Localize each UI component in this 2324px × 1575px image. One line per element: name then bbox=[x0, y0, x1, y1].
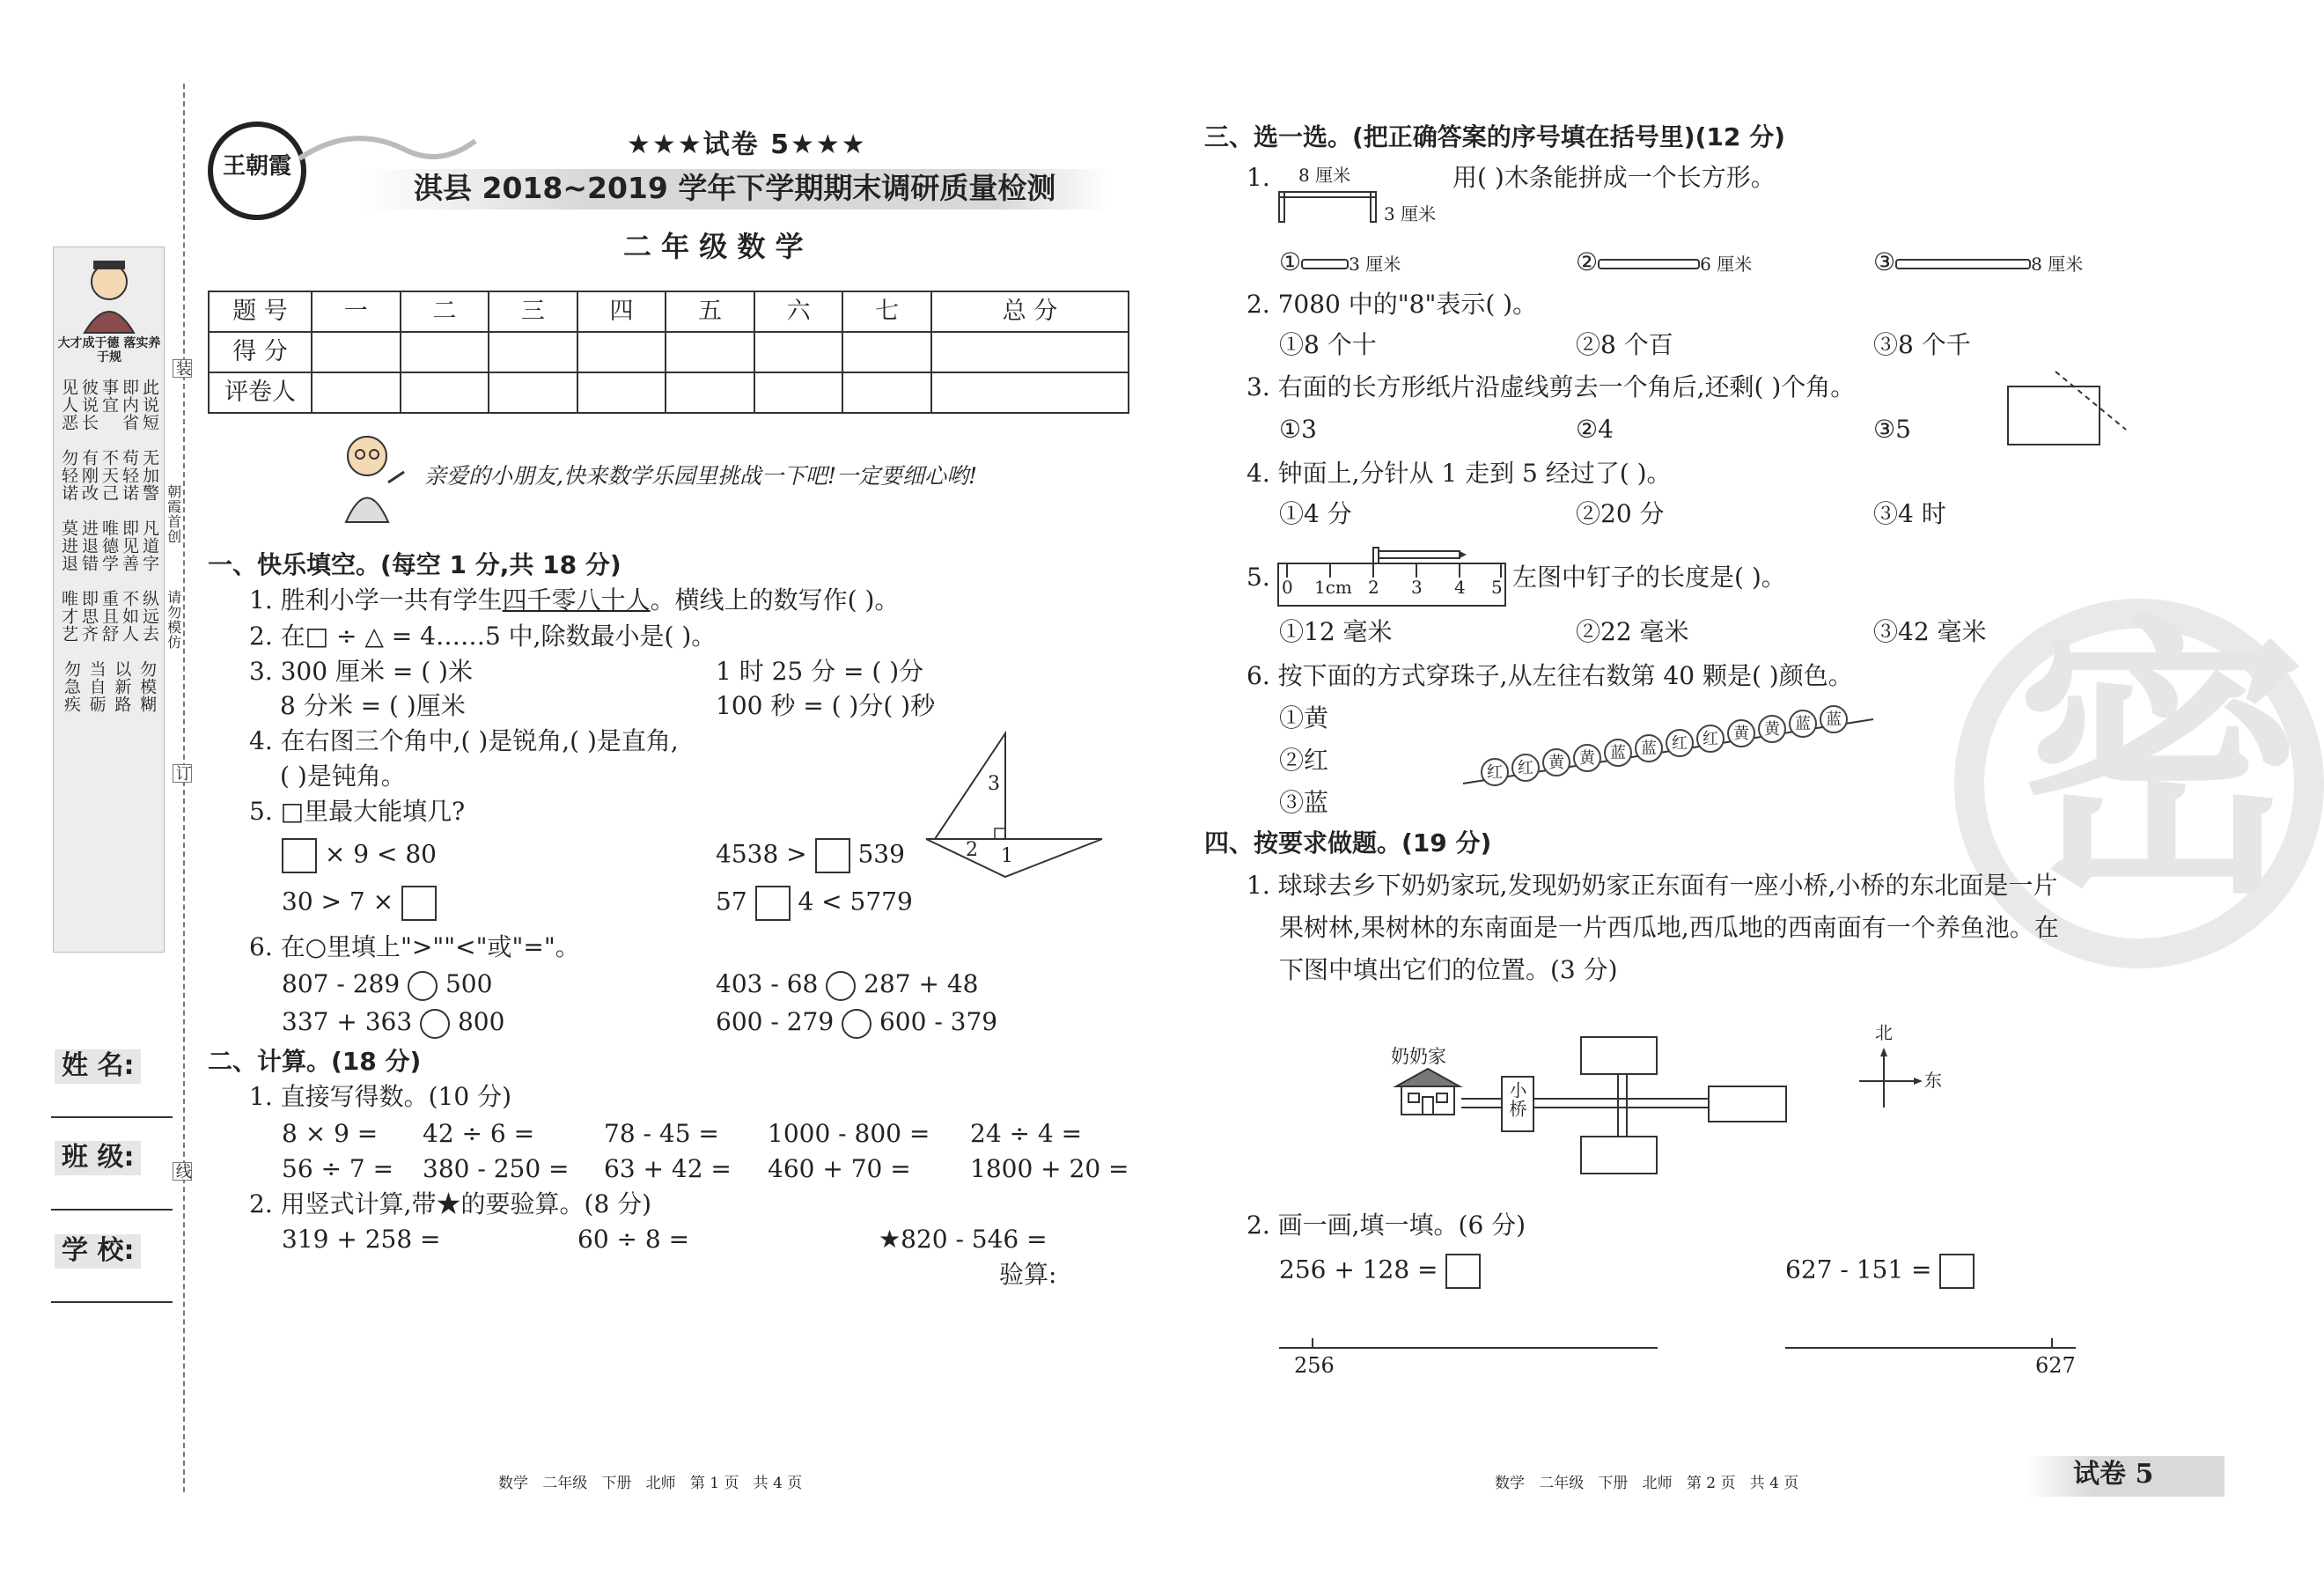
vertical-calc: 319 + 258 = bbox=[282, 1225, 441, 1254]
section1-q5b-post: 539 bbox=[857, 839, 905, 869]
section2-q1: 1. 直接写得数。(10 分) bbox=[249, 1082, 511, 1111]
calc-item: 1000 - 800 = bbox=[768, 1119, 930, 1148]
score-header: 二 bbox=[401, 291, 489, 332]
compare-circle[interactable] bbox=[420, 1009, 450, 1039]
calc-item: 42 ÷ 6 = bbox=[423, 1119, 535, 1148]
section1-q3c: 8 分米 = ( )厘米 bbox=[280, 691, 466, 720]
score-cell[interactable] bbox=[401, 372, 489, 413]
motto: 此说短 bbox=[139, 379, 159, 431]
option[interactable]: ③4 时 bbox=[1873, 499, 1946, 528]
option[interactable]: ②4 bbox=[1576, 415, 1614, 444]
section3-q1: 用( )木条能拼成一个长方形。 bbox=[1452, 163, 1776, 192]
bead: 蓝 bbox=[1820, 705, 1848, 733]
angle-figure bbox=[926, 729, 1102, 879]
stick-option[interactable] bbox=[1279, 248, 1401, 276]
option[interactable]: ①黄 bbox=[1279, 703, 1329, 732]
bead: 红 bbox=[1511, 754, 1540, 782]
bead-string bbox=[1461, 710, 1875, 788]
section1-q6: 6. 在○里填上">""<"或"="。 bbox=[249, 932, 580, 961]
bead: 红 bbox=[1666, 729, 1694, 757]
fig-label-3cm: 3 厘米 bbox=[1384, 203, 1437, 224]
class-label: 班 级: bbox=[55, 1141, 141, 1175]
bead: 红 bbox=[1696, 725, 1725, 753]
compare-circle[interactable] bbox=[408, 971, 438, 1001]
section1-q6d bbox=[716, 1008, 997, 1039]
compare-left: 807 - 289 bbox=[282, 969, 401, 998]
stick-icon bbox=[1598, 259, 1700, 269]
ruler-figure bbox=[1276, 539, 1510, 607]
number-line-tick bbox=[2051, 1338, 2053, 1347]
score-cell[interactable] bbox=[842, 372, 931, 413]
section1-q5b bbox=[716, 838, 905, 873]
footer-right: 数学 二年级 下册 北师 第 2 页 共 4 页 bbox=[1495, 1475, 1799, 1492]
bead: 黄 bbox=[1573, 744, 1601, 772]
number-line-label: 256 bbox=[1294, 1353, 1335, 1378]
motto: 以新路 bbox=[112, 660, 132, 713]
section1-q5a-text: × 9 < 80 bbox=[324, 839, 437, 869]
section3-q1-number: 1. bbox=[1247, 163, 1270, 192]
number-line[interactable] bbox=[1785, 1347, 2076, 1349]
option[interactable]: ③5 bbox=[1873, 415, 1911, 444]
bead: 红 bbox=[1481, 758, 1509, 786]
section3-q5: 左图中钉子的长度是( )。 bbox=[1512, 563, 1786, 592]
section3-q2: 2. 7080 中的"8"表示( )。 bbox=[1247, 290, 1538, 319]
section1-q1-pre: 1. 胜利小学一共有学生 bbox=[249, 585, 503, 615]
bead: 蓝 bbox=[1635, 734, 1663, 762]
number-line-label: 627 bbox=[2035, 1353, 2076, 1378]
name-field[interactable] bbox=[51, 1116, 173, 1118]
calc-item: 8 × 9 = bbox=[282, 1119, 379, 1148]
motto: 有刚改 bbox=[78, 449, 99, 502]
section4-eq2 bbox=[1785, 1254, 1975, 1289]
score-cell[interactable] bbox=[931, 372, 1129, 413]
compare-left: 337 + 363 bbox=[282, 1007, 413, 1036]
compare-right: 600 - 379 bbox=[879, 1007, 998, 1036]
section1-q3a: 3. 300 厘米 = ( )米 bbox=[249, 657, 473, 686]
calc-item: 380 - 250 = bbox=[423, 1154, 570, 1183]
motto: 即内省 bbox=[119, 379, 139, 431]
scholar-avatar bbox=[74, 255, 144, 335]
section1-q3b: 1 时 25 分 = ( )分 bbox=[716, 657, 924, 686]
motto: 凡道字 bbox=[139, 519, 159, 572]
bridge-label: 小桥 bbox=[1506, 1081, 1527, 1118]
stick-option[interactable] bbox=[1576, 248, 1752, 276]
sidebar-tagline: 大才成于德 落实养于规 bbox=[57, 336, 161, 365]
stick-icon bbox=[1301, 259, 1349, 269]
footer-left: 数学 二年级 下册 北师 第 1 页 共 4 页 bbox=[498, 1475, 803, 1492]
compare-left: 600 - 279 bbox=[716, 1007, 835, 1036]
east-label: 东 bbox=[1924, 1070, 1942, 1091]
score-cell[interactable] bbox=[666, 332, 754, 372]
section1-q5c bbox=[282, 886, 437, 921]
score-row-label: 得 分 bbox=[209, 332, 312, 372]
score-cell[interactable] bbox=[931, 332, 1129, 372]
ruler-tick-label: 3 bbox=[1411, 577, 1423, 598]
bead: 蓝 bbox=[1604, 739, 1632, 767]
bead: 黄 bbox=[1542, 748, 1570, 776]
answer-box[interactable] bbox=[401, 886, 437, 921]
angle-label-2: 2 bbox=[966, 839, 978, 861]
binding-stamp: 订 bbox=[173, 765, 192, 782]
fig-label-8cm: 8 厘米 bbox=[1298, 165, 1351, 186]
binding-stamp: 装 bbox=[173, 360, 192, 377]
option[interactable]: ③42 毫米 bbox=[1873, 617, 1987, 646]
vertical-calc: ★820 - 546 = bbox=[879, 1225, 1048, 1254]
calc-item: 63 + 42 = bbox=[604, 1154, 732, 1183]
score-cell[interactable] bbox=[842, 332, 931, 372]
section1-q5d bbox=[716, 886, 913, 921]
section1-q6c bbox=[282, 1008, 504, 1039]
grandma-label: 奶奶家 bbox=[1391, 1046, 1446, 1067]
exam-subtitle: 二 年 级 数 学 bbox=[623, 230, 804, 263]
number-line-tick bbox=[1312, 1338, 1313, 1347]
stick-length: 8 厘米 bbox=[2031, 254, 2084, 275]
exam-badge: ★★★试卷 5★★★ bbox=[627, 129, 867, 160]
section4-eq1 bbox=[1279, 1254, 1481, 1289]
motto: 勿轻诺 bbox=[58, 449, 78, 502]
section1-q4b: ( )是钝角。 bbox=[280, 762, 406, 791]
section1-q1-underlined: 四千零八十人 bbox=[502, 585, 651, 615]
watermelon-field-box[interactable] bbox=[1708, 1086, 1787, 1122]
section1-q5c-pre: 30 > 7 × bbox=[282, 887, 394, 916]
stick-length: 6 厘米 bbox=[1700, 254, 1753, 275]
calc-item: 460 + 70 = bbox=[768, 1154, 911, 1183]
house-icon bbox=[1394, 1067, 1461, 1116]
section1-q1 bbox=[249, 586, 899, 615]
motto: 彼说长 bbox=[78, 379, 99, 431]
stick-length: 3 厘米 bbox=[1349, 254, 1401, 275]
cut-line bbox=[2051, 370, 2130, 438]
motto: 重且舒 bbox=[99, 590, 119, 643]
ruler-tick-label: 4 bbox=[1454, 577, 1466, 598]
section4-q1-line1: 1. 球球去乡下奶奶家玩,发现奶奶家正东面有一座小桥,小桥的东北面是一片 bbox=[1247, 871, 2058, 900]
angle-label-3: 3 bbox=[988, 773, 1000, 795]
section1-q5a bbox=[282, 838, 437, 873]
answer-box[interactable] bbox=[815, 838, 850, 873]
north-label: 北 bbox=[1875, 1022, 1893, 1043]
score-cell[interactable] bbox=[489, 372, 577, 413]
compare-right: 500 bbox=[445, 969, 493, 998]
footer-tab: 试卷 5 bbox=[2073, 1459, 2154, 1490]
motto: 苟轻诺 bbox=[119, 449, 139, 502]
binding-stamp: 线 bbox=[173, 1163, 192, 1180]
calc-item: 56 ÷ 7 = bbox=[282, 1154, 394, 1183]
score-cell[interactable] bbox=[312, 332, 401, 372]
score-header: 七 bbox=[842, 291, 931, 332]
score-cell[interactable] bbox=[754, 372, 843, 413]
motto: 无加警 bbox=[139, 449, 159, 502]
option[interactable]: ②红 bbox=[1279, 746, 1329, 775]
option[interactable]: ②8 个百 bbox=[1576, 330, 1673, 359]
score-header: 三 bbox=[489, 291, 577, 332]
option-number: ② bbox=[1576, 247, 1599, 276]
option[interactable]: ②22 毫米 bbox=[1576, 617, 1689, 646]
section4-q1-line3: 下图中填出它们的位置。(3 分) bbox=[1279, 955, 1618, 984]
section4-q2: 2. 画一画,填一填。(6 分) bbox=[1247, 1211, 1526, 1240]
section2-title: 二、计算。(18 分) bbox=[208, 1047, 422, 1076]
bead: 蓝 bbox=[1789, 710, 1817, 738]
bead: 黄 bbox=[1758, 715, 1786, 743]
option[interactable]: ①3 bbox=[1279, 415, 1317, 444]
ruler-tick-label: 1cm bbox=[1314, 577, 1352, 598]
section1-title: 一、快乐填空。(每空 1 分,共 18 分) bbox=[208, 550, 621, 579]
ruler-tick-label: 0 bbox=[1282, 577, 1293, 598]
score-header: 五 bbox=[666, 291, 754, 332]
option[interactable]: ③蓝 bbox=[1279, 788, 1329, 817]
orchard-box[interactable] bbox=[1580, 1036, 1658, 1075]
angle-label-1: 1 bbox=[1001, 845, 1013, 867]
section1-q5d-post: 4 < 5779 bbox=[798, 887, 913, 916]
school-label: 学 校: bbox=[55, 1234, 141, 1269]
section2-q2: 2. 用竖式计算,带★的要验算。(8 分) bbox=[249, 1189, 652, 1218]
bead: 黄 bbox=[1727, 719, 1755, 747]
option[interactable]: ①12 毫米 bbox=[1279, 617, 1393, 646]
score-cell[interactable] bbox=[312, 372, 401, 413]
section3-q6: 6. 按下面的方式穿珠子,从左往右数第 40 颗是( )颜色。 bbox=[1247, 661, 1853, 690]
motto: 勿模糊 bbox=[137, 660, 158, 713]
section3-title: 三、选一选。(把正确答案的序号填在括号里)(12 分) bbox=[1204, 122, 1785, 151]
score-cell[interactable] bbox=[489, 332, 577, 372]
copyright-note: 请勿模仿 bbox=[165, 590, 182, 650]
calc-item: 78 - 45 = bbox=[604, 1119, 719, 1148]
compare-circle[interactable] bbox=[842, 1009, 872, 1039]
motto: 当自砺 bbox=[86, 660, 107, 713]
equation-text: 627 - 151 = bbox=[1785, 1255, 1932, 1284]
compare-right: 800 bbox=[457, 1007, 505, 1036]
score-header: 总 分 bbox=[931, 291, 1129, 332]
motto: 纵远去 bbox=[139, 590, 159, 643]
compare-right: 287 + 48 bbox=[864, 969, 979, 998]
ruler-tick-label: 5 bbox=[1491, 577, 1503, 598]
section4-title: 四、按要求做题。(19 分) bbox=[1204, 828, 1492, 857]
score-cell[interactable] bbox=[577, 332, 666, 372]
compare-circle[interactable] bbox=[826, 971, 856, 1001]
section3-q3: 3. 右面的长方形纸片沿虚线剪去一个角后,还剩( )个角。 bbox=[1247, 372, 1856, 401]
score-cell[interactable] bbox=[754, 332, 843, 372]
class-field[interactable] bbox=[51, 1209, 173, 1211]
section1-q4a: 4. 在右图三个角中,( )是锐角,( )是直角, bbox=[249, 726, 679, 755]
school-field[interactable] bbox=[51, 1301, 173, 1303]
section1-q6a bbox=[282, 970, 492, 1001]
option-number: ① bbox=[1279, 247, 1302, 276]
check-label: 验算: bbox=[999, 1260, 1057, 1289]
score-header: 四 bbox=[577, 291, 666, 332]
section4-q1-line2: 果树林,果树林的东南面是一片西瓜地,西瓜地的西南面有一个养鱼池。在 bbox=[1279, 913, 2059, 942]
motto: 唯德学 bbox=[99, 519, 119, 572]
motto-columns bbox=[58, 379, 159, 942]
mascot-figure bbox=[330, 430, 409, 526]
greeting-text: 亲爱的小朋友,快来数学乐园里挑战一下吧!一定要细心哟! bbox=[424, 463, 978, 489]
section1-q2: 2. 在□ ÷ △ = 4……5 中,除数最小是( )。 bbox=[249, 622, 717, 651]
stick-icon bbox=[1895, 259, 2031, 269]
stick-option[interactable] bbox=[1873, 248, 2083, 276]
motto: 唯才艺 bbox=[58, 590, 78, 643]
brand-logo bbox=[208, 121, 306, 220]
motto: 不如人 bbox=[119, 590, 139, 643]
motto: 不天己 bbox=[99, 449, 119, 502]
compare-left: 403 - 68 bbox=[716, 969, 819, 998]
option-number: ③ bbox=[1873, 247, 1896, 276]
compass-icon bbox=[1857, 1048, 1924, 1109]
motto: 即见善 bbox=[119, 519, 139, 572]
score-table bbox=[208, 291, 1129, 414]
section1-q1-post: 。横线上的数写作( )。 bbox=[650, 585, 900, 615]
answer-box[interactable] bbox=[755, 886, 791, 921]
score-header: 六 bbox=[754, 291, 843, 332]
motto: 事宜 bbox=[99, 379, 119, 414]
motto: 见人恶 bbox=[58, 379, 78, 431]
motto: 即思齐 bbox=[78, 590, 99, 643]
section3-q5-number: 5. bbox=[1247, 563, 1270, 592]
binding-line bbox=[183, 84, 185, 1492]
section3-q4: 4. 钟面上,分针从 1 走到 5 经过了( )。 bbox=[1247, 459, 1672, 488]
section1-q5b-pre: 4538 > bbox=[716, 839, 807, 869]
option[interactable]: ②20 分 bbox=[1576, 499, 1665, 528]
score-header: 题 号 bbox=[209, 291, 312, 332]
number-line[interactable] bbox=[1279, 1347, 1658, 1349]
score-row-label: 评卷人 bbox=[209, 372, 312, 413]
option[interactable]: ③8 个千 bbox=[1873, 330, 1971, 359]
section1-q6b bbox=[716, 970, 979, 1001]
ruler-tick-label: 2 bbox=[1368, 577, 1379, 598]
answer-box[interactable] bbox=[282, 838, 317, 873]
motto: 莫进退 bbox=[58, 519, 78, 572]
calc-item: 24 ÷ 4 = bbox=[970, 1119, 1083, 1148]
fishpond-box[interactable] bbox=[1580, 1136, 1658, 1174]
option[interactable]: ①8 个十 bbox=[1279, 330, 1377, 359]
answer-box[interactable] bbox=[1445, 1254, 1481, 1289]
score-cell[interactable] bbox=[666, 372, 754, 413]
watermark-text: 密 bbox=[2016, 591, 2306, 932]
exam-title: 淇县 2018~2019 学年下学期期末调研质量检测 bbox=[414, 171, 1056, 205]
option[interactable]: ①4 分 bbox=[1279, 499, 1352, 528]
rectangle-frame-figure bbox=[1272, 166, 1386, 236]
score-cell[interactable] bbox=[577, 372, 666, 413]
brand-logo-text: 王朝霞 bbox=[222, 153, 291, 180]
calc-item: 1800 + 20 = bbox=[970, 1154, 1129, 1183]
score-header: 一 bbox=[312, 291, 401, 332]
answer-box[interactable] bbox=[1939, 1254, 1975, 1289]
equation-text: 256 + 128 = bbox=[1279, 1255, 1438, 1284]
vertical-calc: 60 ÷ 8 = bbox=[577, 1225, 690, 1254]
section1-q3d: 100 秒 = ( )分( )秒 bbox=[716, 691, 936, 720]
copyright-note: 朝霞首创 bbox=[165, 484, 182, 544]
motto: 进退错 bbox=[78, 519, 99, 572]
score-cell[interactable] bbox=[401, 332, 489, 372]
name-label: 姓 名: bbox=[55, 1049, 141, 1084]
section1-q5: 5. □里最大能填几? bbox=[249, 797, 466, 826]
section1-q5d-pre: 57 bbox=[716, 887, 747, 916]
motto: 勿急疾 bbox=[61, 660, 81, 713]
